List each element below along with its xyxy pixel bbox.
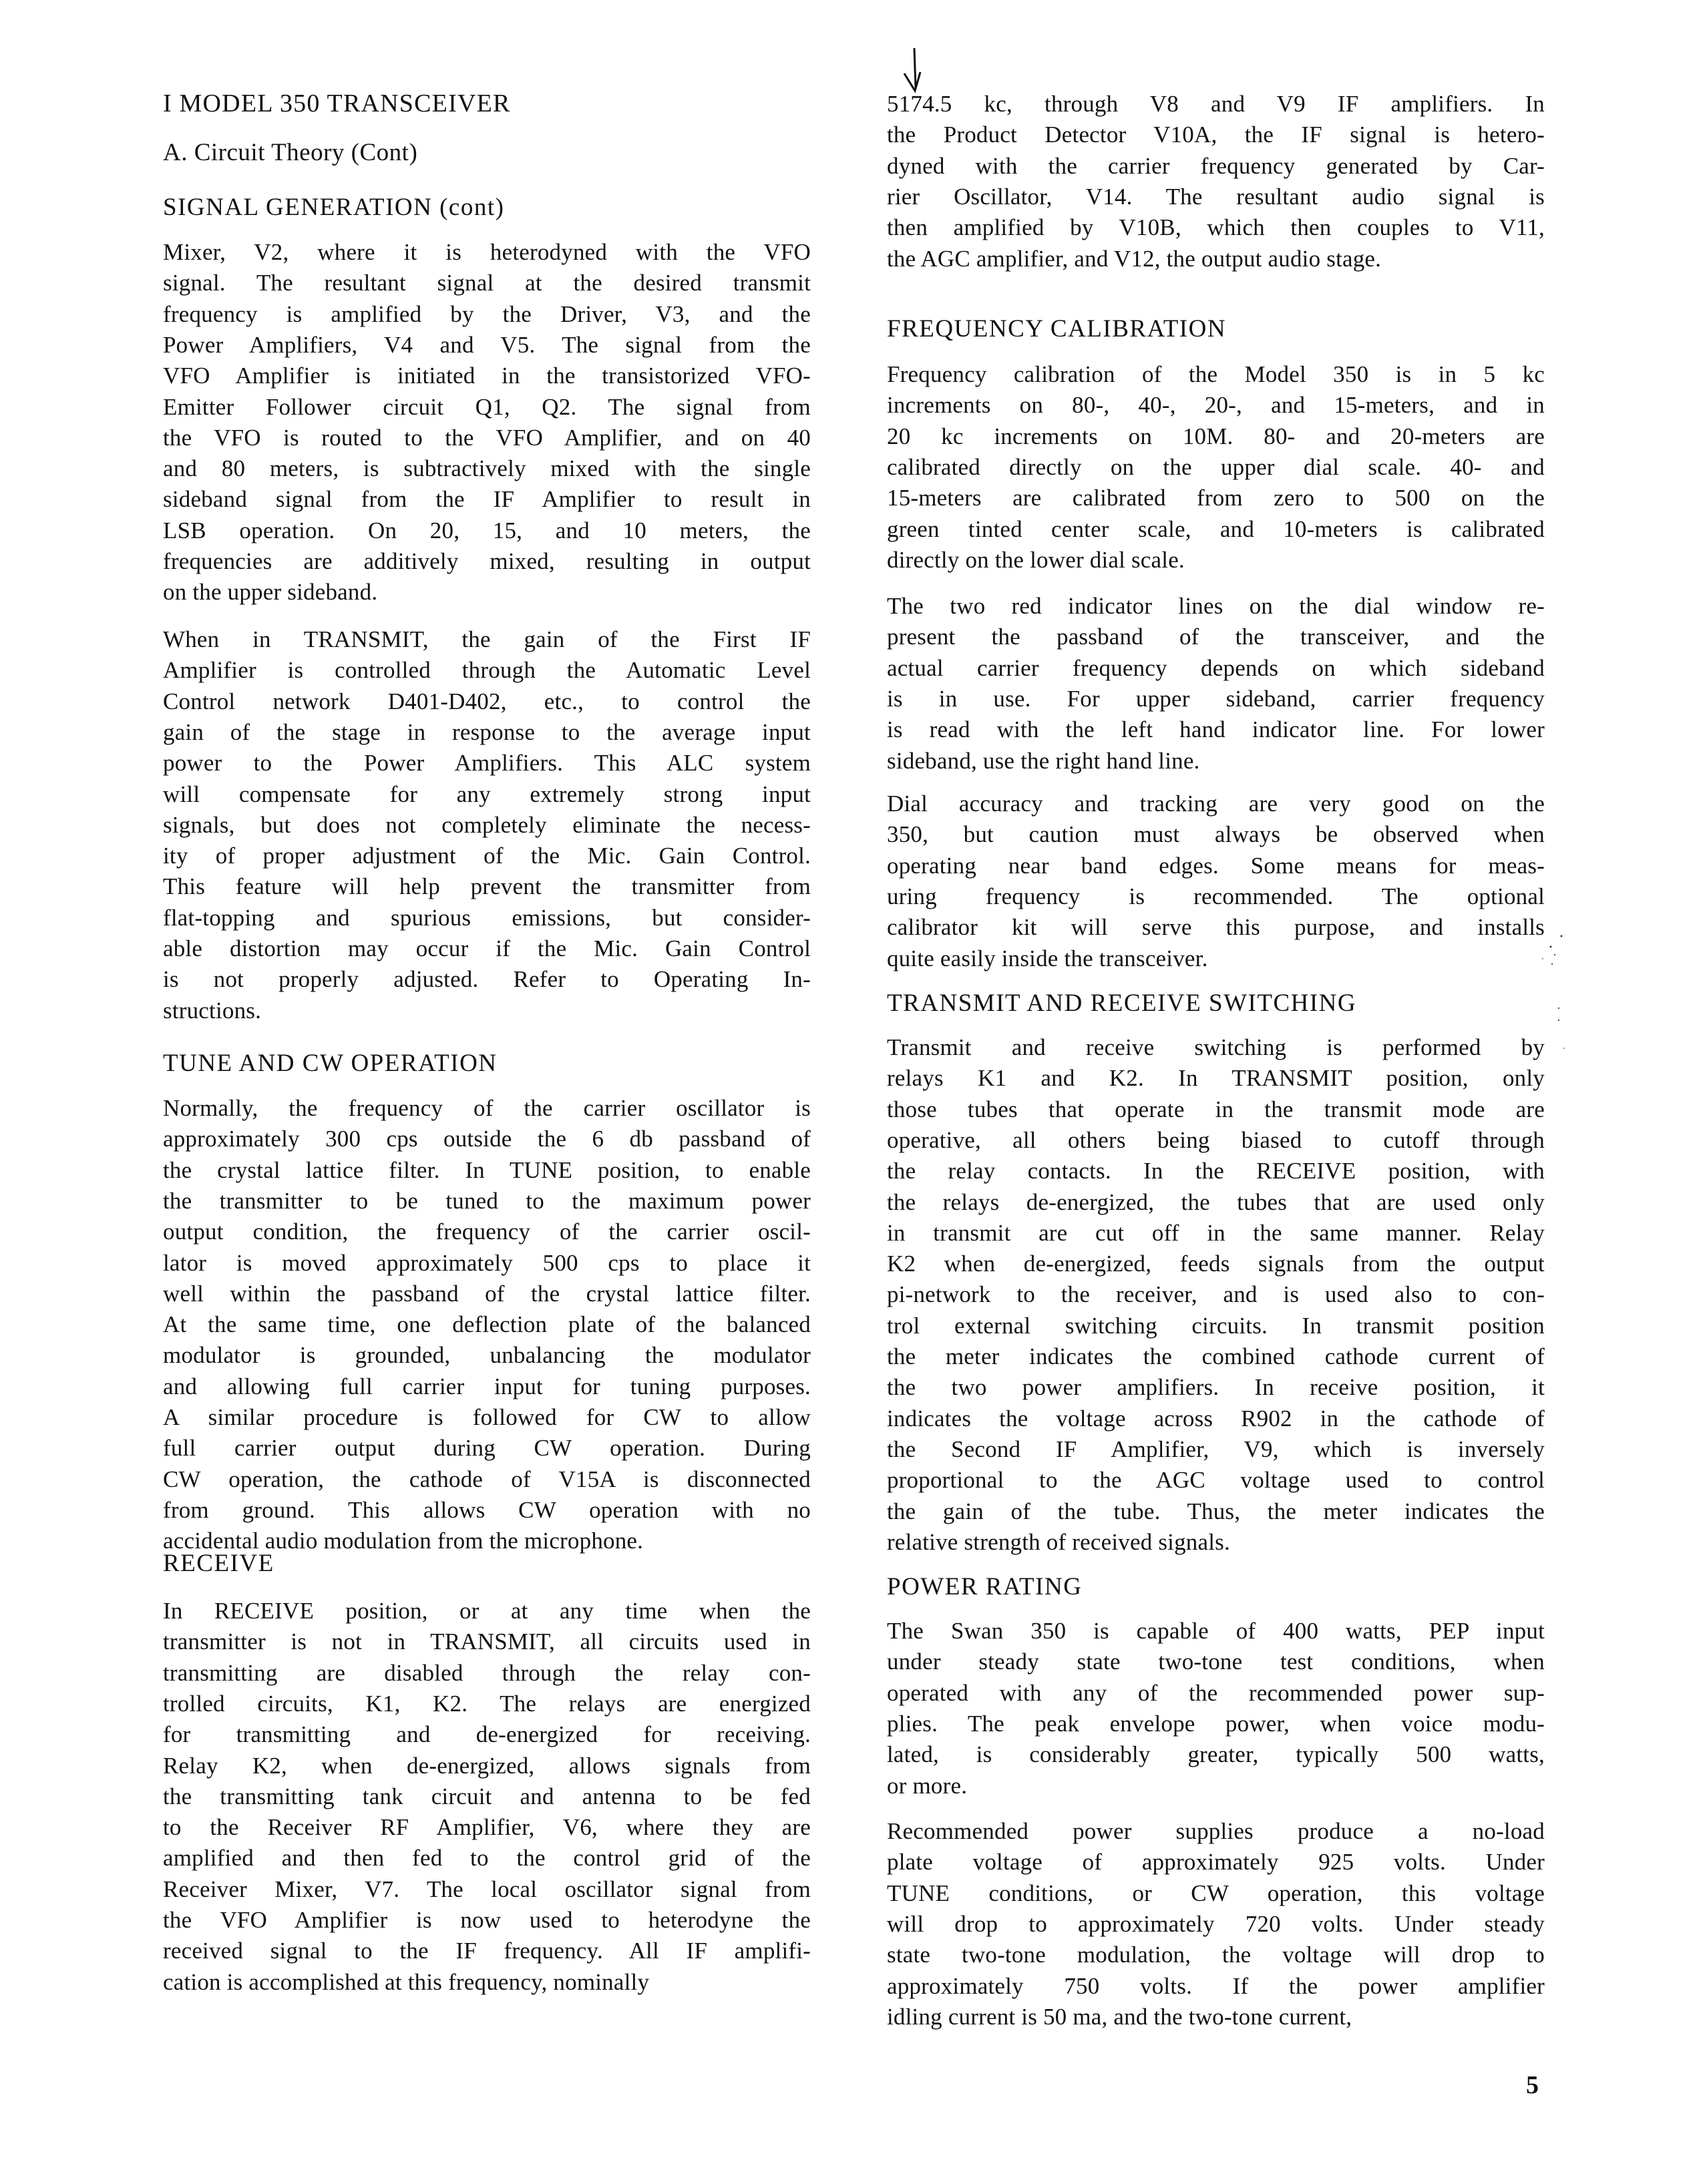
paragraph-line: Emitter Follower circuit Q1, Q2. The signal from: [163, 393, 811, 420]
text-line: [163, 1186, 811, 1217]
paragraph-line: The Swan 350 is capable of 400 watts, PEP input: [887, 1618, 1545, 1644]
paragraph-line: power to the Power Amplifiers. This ALC system: [163, 750, 811, 777]
text-line: [887, 1372, 1545, 1403]
section-heading-receive: RECEIVE: [163, 1550, 274, 1577]
paragraph-line: present the passband of the transceiver, and the: [887, 624, 1545, 650]
text-line: [163, 1719, 811, 1750]
text-line: [163, 1309, 811, 1340]
text-line: [163, 748, 811, 779]
text-line: [887, 1094, 1545, 1125]
paragraph-line: signal. The resultant signal at the desired transmit: [163, 270, 811, 296]
text-line: [163, 1217, 811, 1247]
text-line: [887, 182, 1545, 212]
paragraph-line: Power Amplifiers, V4 and V5. The signal from the: [163, 331, 811, 358]
text-line: [887, 1678, 1545, 1709]
section-heading-signal-generation-cont: SIGNAL GENERATION (cont): [163, 194, 505, 221]
paragraph-line: Recommended power supplies produce a no-load: [887, 1818, 1545, 1844]
text-line: [887, 1465, 1545, 1496]
text-line: [163, 1658, 811, 1689]
text-line: [163, 299, 811, 330]
text-line: [163, 1843, 811, 1874]
text-line: [163, 1248, 811, 1279]
text-line: [887, 359, 1545, 390]
text-line: [887, 1739, 1545, 1770]
paragraph-line: Transmit and receive switching is performed by: [887, 1034, 1545, 1060]
paragraph-line: quite easily inside the transceiver.: [887, 945, 1208, 971]
paragraph-line: or more.: [887, 1772, 968, 1799]
text-line: [163, 453, 811, 484]
paragraph-line: structions.: [163, 997, 262, 1024]
paragraph-line: the crystal lattice filter. In TUNE position, to enable: [163, 1156, 811, 1183]
text-line: [887, 881, 1545, 912]
text-line: [887, 851, 1545, 881]
paragraph-line: This feature will help prevent the transmitter from: [163, 873, 811, 900]
text-line: [887, 684, 1545, 714]
page-number: 5: [1526, 2071, 1539, 2099]
paragraph-line: full carrier output during CW operation. During: [163, 1435, 811, 1462]
paragraph-line: When in TRANSMIT, the gain of the First IF: [163, 626, 811, 652]
paragraph-line: indicates the voltage across R902 in the cathode of: [887, 1405, 1545, 1432]
text-line: [163, 1874, 811, 1905]
text-line: [163, 686, 811, 717]
paragraph-line: operating near band edges. Some means for meas-: [887, 852, 1545, 879]
text-line: [163, 268, 811, 298]
paragraph-line: proportional to the AGC voltage used to control: [887, 1467, 1545, 1494]
paragraph-line: transmitting are disabled through the relay con-: [163, 1659, 811, 1686]
paragraph-line: the Second IF Amplifier, V9, which is inversely: [887, 1436, 1545, 1462]
text-line: [887, 1616, 1545, 1647]
paragraph-line: Frequency calibration of the Model 350 is in 5 kc: [887, 361, 1545, 387]
paragraph-line: in transmit are cut off in the same manner. Relay: [887, 1219, 1545, 1246]
paragraph-line: modulator is grounded, unbalancing the modulator: [163, 1342, 811, 1369]
paragraph-line: sideband signal from the IF Amplifier to result in: [163, 486, 811, 513]
text-line: [887, 1341, 1545, 1372]
paragraph-line: trolled circuits, K1, K2. The relays are energized: [163, 1690, 811, 1717]
paragraph-line: relays K1 and K2. In TRANSMIT position, only: [887, 1065, 1545, 1092]
text-line: [163, 624, 811, 655]
paragraph-line: output condition, the frequency of the carrier oscil-: [163, 1219, 811, 1245]
paragraph-line: plies. The peak envelope power, when voice modu-: [887, 1710, 1545, 1737]
text-line: [887, 1187, 1545, 1218]
text-line: [887, 789, 1545, 819]
paragraph-line: trol external switching circuits. In transmit position: [887, 1312, 1545, 1339]
text-line: [887, 1403, 1545, 1434]
paragraph-line: calibrator kit will serve this purpose, and installs: [887, 914, 1545, 941]
paragraph-line: Relay K2, when de-energized, allows signals from: [163, 1752, 811, 1779]
text-line: [163, 1279, 811, 1309]
text-line: [887, 1971, 1545, 2002]
paragraph-line: 5174.5 kc, through V8 and V9 IF amplifiers. In: [887, 91, 1545, 117]
text-line: [163, 1464, 811, 1495]
paragraph-line: the AGC amplifier, and V12, the output audio stage.: [887, 245, 1382, 272]
text-line: [887, 1032, 1545, 1063]
text-line: [163, 484, 811, 515]
paragraph-line: rier Oscillator, V14. The resultant audio signal is: [887, 183, 1545, 210]
paragraph-line: frequency is amplified by the Driver, V3, and the: [163, 300, 811, 327]
paragraph-line: on the upper sideband.: [163, 579, 378, 606]
text-line: [887, 746, 1545, 777]
paragraph-line: Control network D401-D402, etc., to control the: [163, 688, 811, 714]
paragraph-line: directly on the lower dial scale.: [887, 546, 1185, 573]
section-subtitle: A. Circuit Theory (Cont): [163, 139, 418, 166]
paragraph-line: is not properly adjusted. Refer to Operating In-: [163, 966, 811, 993]
paragraph-line: sideband, use the right hand line.: [887, 747, 1200, 774]
paragraph-line: well within the passband of the crystal lattice filter.: [163, 1280, 811, 1307]
paragraph-line: the relay contacts. In the RECEIVE position, with: [887, 1158, 1545, 1184]
paragraph-line: uring frequency is recommended. The optional: [887, 883, 1545, 909]
text-line: [163, 933, 811, 964]
text-line: [887, 1311, 1545, 1341]
paragraph-line: TUNE conditions, or CW operation, this voltage: [887, 1880, 1545, 1906]
paragraph-line: Normally, the frequency of the carrier oscillator is: [163, 1095, 811, 1121]
text-line: [163, 1751, 811, 1781]
paragraph-line: calibrated directly on the upper dial scale. 40- and: [887, 453, 1545, 480]
text-line: [887, 421, 1545, 452]
text-line: [887, 1156, 1545, 1186]
paragraph-line: frequencies are additively mixed, resulting in output: [163, 548, 811, 574]
text-line: [887, 819, 1545, 850]
text-line: [163, 810, 811, 841]
text-line: [887, 89, 1545, 120]
paragraph-line: At the same time, one deflection plate of the balanced: [163, 1311, 811, 1338]
paragraph-line: approximately 300 cps outside the 6 db passband of: [163, 1126, 811, 1152]
paragraph-line: state two-tone modulation, the voltage will drop to: [887, 1942, 1545, 1968]
text-line: [887, 1125, 1545, 1156]
paragraph-line: idling current is 50 ma, and the two-tone current,: [887, 2003, 1352, 2030]
text-line: [887, 120, 1545, 150]
paragraph-line: increments on 80-, 40-, 20-, and 15-meters, and in: [887, 392, 1545, 419]
text-line: [887, 483, 1545, 513]
text-line: [887, 2002, 1545, 2032]
text-line: [163, 237, 811, 268]
paragraph-line: 15-meters are calibrated from zero to 500 on the: [887, 485, 1545, 511]
text-line: [887, 714, 1545, 745]
text-line: [887, 1527, 1545, 1558]
text-line: [887, 943, 1545, 974]
paragraph-line: cation is accomplished at this frequency, nominally: [163, 1968, 650, 1995]
text-line: [163, 330, 811, 361]
paragraph-line: under steady state two-tone test conditions, when: [887, 1649, 1545, 1675]
paragraph-line: gain of the stage in response to the average input: [163, 718, 811, 745]
text-line: [887, 1847, 1545, 1878]
paragraph-line: 20 kc increments on 10M. 80- and 20-meters are: [887, 423, 1545, 449]
text-line: [887, 390, 1545, 421]
section-heading-tune-and-cw-operation: TUNE AND CW OPERATION: [163, 1050, 498, 1077]
paragraph-line: the gain of the tube. Thus, the meter indicates the: [887, 1498, 1545, 1524]
paragraph-line: able distortion may occur if the Mic. Gain Control: [163, 935, 811, 961]
section-heading-power-rating: POWER RATING: [887, 1573, 1083, 1600]
text-line: [163, 546, 811, 577]
paragraph-line: the transmitting tank circuit and antenna to be fed: [163, 1783, 811, 1809]
paragraph-line: flat-topping and spurious emissions, but consider-: [163, 904, 811, 931]
text-line: [887, 1816, 1545, 1847]
paragraph-line: the Product Detector V10A, the IF signal is hetero-: [887, 122, 1545, 148]
paragraph-line: those tubes that operate in the transmit mode are: [887, 1096, 1545, 1122]
text-line: [163, 1781, 811, 1812]
text-line: [887, 1063, 1545, 1094]
paragraph-line: signals, but does not completely eliminate the necess-: [163, 811, 811, 838]
text-line: [163, 964, 811, 995]
text-line: [163, 1936, 811, 1966]
paragraph-line: then amplified by V10B, which then couples to V11,: [887, 214, 1545, 241]
text-line: [887, 1771, 1545, 1801]
text-line: [887, 653, 1545, 684]
text-line: [887, 514, 1545, 545]
text-line: [163, 423, 811, 453]
text-line: [163, 903, 811, 933]
text-line: [163, 1812, 811, 1843]
text-line: [163, 1495, 811, 1526]
document-title: I MODEL 350 TRANSCEIVER: [163, 89, 511, 118]
text-line: [887, 244, 1545, 274]
paragraph-line: transmitter is not in TRANSMIT, all circuits used in: [163, 1628, 811, 1655]
paragraph-line: actual carrier frequency depends on which sideband: [887, 654, 1545, 681]
text-line: [887, 622, 1545, 652]
paragraph-line: ity of proper adjustment of the Mic. Gain Control.: [163, 843, 811, 869]
text-line: [887, 1434, 1545, 1465]
text-line: [163, 1093, 811, 1124]
text-line: [163, 1124, 811, 1154]
paragraph-line: dyned with the carrier frequency generated by Car-: [887, 152, 1545, 179]
paragraph-line: received signal to the IF frequency. All IF amplifi-: [163, 1938, 811, 1964]
paragraph-line: lator is moved approximately 500 cps to place it: [163, 1249, 811, 1276]
paragraph-line: the VFO is routed to the VFO Amplifier, and on 40: [163, 424, 811, 451]
text-line: [163, 1689, 811, 1719]
paragraph-line: is read with the left hand indicator line. For lower: [887, 716, 1545, 743]
text-line: [163, 655, 811, 686]
paragraph-line: the meter indicates the combined cathode current of: [887, 1343, 1545, 1369]
text-line: [887, 452, 1545, 483]
paragraph-line: and 80 meters, is subtractively mixed with the single: [163, 455, 811, 482]
paragraph-line: VFO Amplifier is initiated in the transistorized VFO-: [163, 363, 811, 389]
paragraph-line: 350, but caution must always be observed when: [887, 821, 1545, 848]
text-line: [887, 1249, 1545, 1279]
text-line: [163, 577, 811, 608]
text-line: [887, 591, 1545, 622]
paragraph-line: and allowing full carrier input for tuning purposes.: [163, 1373, 811, 1399]
text-line: [163, 1626, 811, 1657]
text-line: [887, 1218, 1545, 1249]
text-line: [163, 1433, 811, 1464]
text-line: [887, 1496, 1545, 1527]
text-line: [163, 1967, 811, 1998]
section-heading-transmit-and-receive-switching: TRANSMIT AND RECEIVE SWITCHING: [887, 990, 1357, 1017]
text-line: [887, 1940, 1545, 1970]
paragraph-line: for transmitting and de-energized for receiving.: [163, 1721, 811, 1748]
paragraph-line: the VFO Amplifier is now used to heterodyne the: [163, 1907, 811, 1933]
text-line: [163, 1905, 811, 1936]
text-line: [887, 1909, 1545, 1940]
paragraph-line: Receiver Mixer, V7. The local oscillator signal from: [163, 1876, 811, 1902]
text-line: [887, 212, 1545, 243]
text-line: [163, 361, 811, 391]
text-line: [887, 1647, 1545, 1677]
paragraph-line: Amplifier is controlled through the Automatic Level: [163, 657, 811, 684]
paragraph-line: relative strength of received signals.: [887, 1528, 1230, 1555]
paragraph-line: LSB operation. On 20, 15, and 10 meters, the: [163, 517, 811, 543]
paragraph-line: to the Receiver RF Amplifier, V6, where they are: [163, 1814, 811, 1841]
section-heading-frequency-calibration: FREQUENCY CALIBRATION: [887, 315, 1227, 343]
paragraph-line: CW operation, the cathode of V15A is disconnected: [163, 1466, 811, 1492]
text-line: [163, 1155, 811, 1186]
text-line: [163, 1596, 811, 1626]
text-line: [163, 996, 811, 1026]
paragraph-line: lated, is considerably greater, typically 500 watts,: [887, 1741, 1545, 1768]
text-line: [163, 515, 811, 546]
text-line: [887, 1279, 1545, 1310]
paragraph-line: pi-network to the receiver, and is used also to con-: [887, 1281, 1545, 1308]
paragraph-line: A similar procedure is followed for CW to allow: [163, 1404, 811, 1430]
paragraph-line: will drop to approximately 720 volts. Under steady: [887, 1910, 1545, 1937]
text-line: [887, 1878, 1545, 1909]
paragraph-line: from ground. This allows CW operation with no: [163, 1496, 811, 1523]
text-line: [163, 871, 811, 902]
paragraph-line: green tinted center scale, and 10-meters is calibrated: [887, 515, 1545, 542]
paragraph-line: the transmitter to be tuned to the maximum power: [163, 1187, 811, 1214]
paragraph-line: accidental audio modulation from the microphone.: [163, 1528, 644, 1554]
paragraph-line: is in use. For upper sideband, carrier frequency: [887, 685, 1545, 712]
text-line: [163, 1402, 811, 1433]
text-line: [163, 779, 811, 810]
text-line: [887, 545, 1545, 576]
text-line: [163, 1340, 811, 1371]
paragraph-line: The two red indicator lines on the dial window re-: [887, 593, 1545, 619]
text-line: [887, 151, 1545, 182]
paragraph-line: will compensate for any extremely strong input: [163, 781, 811, 807]
text-line: [887, 912, 1545, 943]
paragraph-line: K2 when de-energized, feeds signals from the output: [887, 1251, 1545, 1277]
paragraph-line: operative, all others being biased to cutoff through: [887, 1126, 1545, 1153]
paragraph-line: operated with any of the recommended power sup-: [887, 1679, 1545, 1706]
text-line: [163, 717, 811, 748]
paragraph-line: Dial accuracy and tracking are very good on the: [887, 791, 1545, 817]
paragraph-line: In RECEIVE position, or at any time when the: [163, 1598, 811, 1624]
text-line: [163, 841, 811, 871]
text-line: [163, 392, 811, 423]
paragraph-line: the two power amplifiers. In receive position, it: [887, 1374, 1545, 1401]
paragraph-line: plate voltage of approximately 925 volts. Under: [887, 1849, 1545, 1876]
paragraph-line: amplified and then fed to the control grid of the: [163, 1845, 811, 1872]
paragraph-line: approximately 750 volts. If the power amplifier: [887, 1972, 1545, 1999]
paragraph-line: the relays de-energized, the tubes that are used only: [887, 1188, 1545, 1215]
text-line: [887, 1709, 1545, 1739]
text-line: [163, 1371, 811, 1402]
paragraph-line: Mixer, V2, where it is heterodyned with the VFO: [163, 239, 811, 265]
